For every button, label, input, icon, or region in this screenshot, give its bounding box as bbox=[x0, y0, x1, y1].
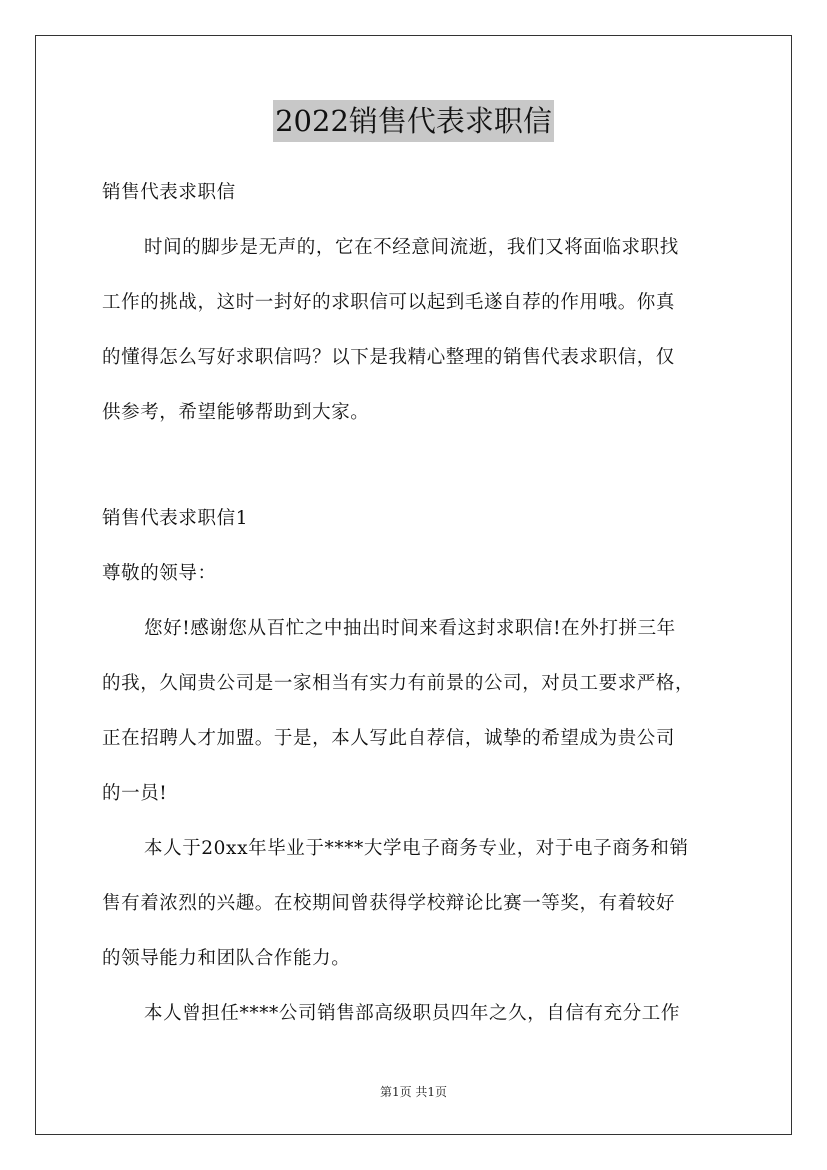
paragraph-line: 售有着浓烈的兴趣。在校期间曾获得学校辩论比赛一等奖，有着较好 bbox=[102, 893, 676, 914]
page-footer: 第1页 共1页 bbox=[379, 1085, 448, 1099]
paragraph-line: 的我，久闻贵公司是一家相当有实力有前景的公司，对员工要求严格， bbox=[102, 673, 695, 694]
section-heading: 销售代表求职信1 bbox=[102, 508, 249, 529]
paragraph-line: 的一员! bbox=[102, 783, 168, 804]
title-container bbox=[0, 100, 827, 142]
paragraph-line: 时间的脚步是无声的，它在不经意间流逝，我们又将面临求职找 bbox=[144, 237, 679, 258]
paragraph-line: 您好!感谢您从百忙之中抽出时间来看这封求职信!在外打拼三年 bbox=[144, 618, 676, 639]
paragraph-line: 的领导能力和团队合作能力。 bbox=[102, 948, 351, 969]
paragraph-line: 本人曾担任****公司销售部高级职员四年之久，自信有充分工作 bbox=[144, 1003, 681, 1024]
document-title: 2022销售代表求职信 bbox=[273, 100, 554, 142]
paragraph-line: 供参考，希望能够帮助到大家。 bbox=[102, 402, 370, 423]
document-heading: 销售代表求职信 bbox=[102, 182, 236, 203]
paragraph-line: 的懂得怎么写好求职信吗？以下是我精心整理的销售代表求职信，仅 bbox=[102, 347, 676, 368]
salutation: 尊敬的领导： bbox=[102, 563, 217, 584]
paragraph-line: 工作的挑战，这时一封好的求职信可以起到毛遂自荐的作用哦。你真 bbox=[102, 292, 676, 313]
paragraph-line: 本人于20xx年毕业于****大学电子商务专业，对于电子商务和销 bbox=[144, 838, 689, 859]
paragraph-line: 正在招聘人才加盟。于是，本人写此自荐信，诚挚的希望成为贵公司 bbox=[102, 728, 676, 749]
